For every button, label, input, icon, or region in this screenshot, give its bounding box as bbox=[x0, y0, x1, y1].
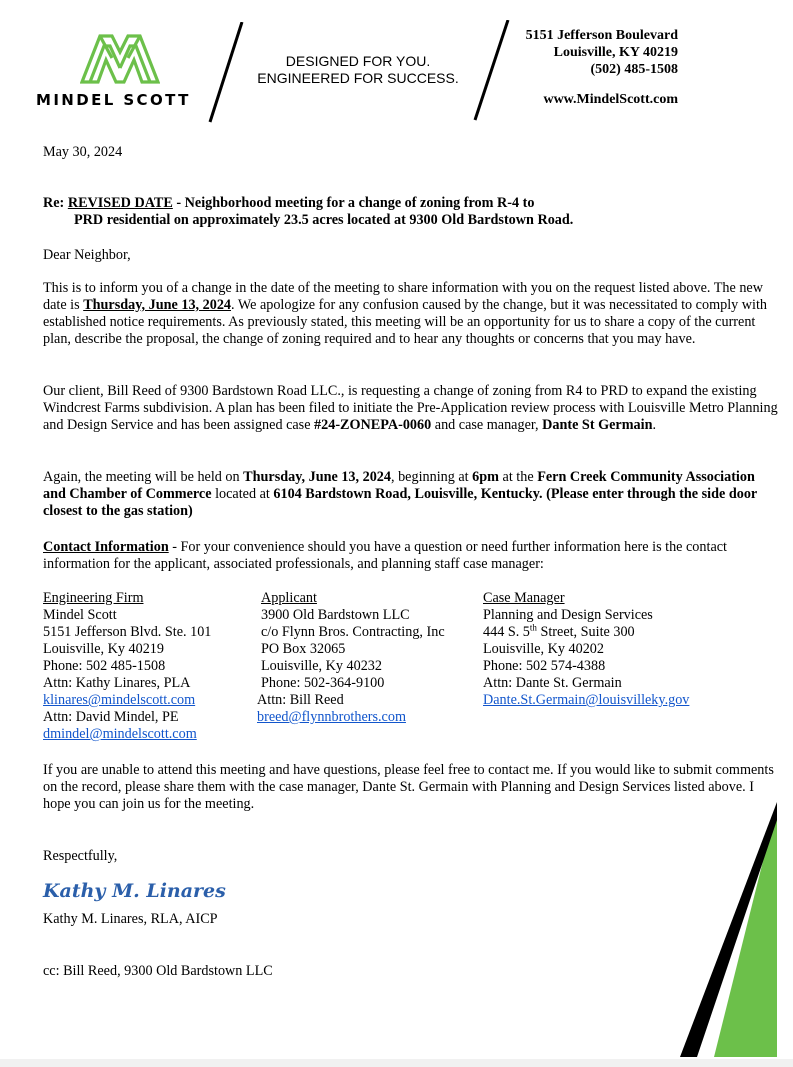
contact-heading: Contact Information bbox=[43, 539, 169, 555]
applicant-line6: Attn: Bill Reed bbox=[257, 692, 344, 708]
re-line1-rest: - Neighborhood meeting for a change of zoning from R-4 to bbox=[172, 195, 535, 211]
meeting-time: 6pm bbox=[472, 469, 499, 485]
engineering-line1: Mindel Scott bbox=[43, 607, 117, 623]
case-manager-name: Dante St Germain bbox=[542, 417, 653, 433]
p3-text-a: Again, the meeting will be held on bbox=[43, 469, 244, 485]
re-line2: PRD residential on approximately 23.5 acres located at 9300 Old Bardstown Road. bbox=[74, 212, 574, 228]
contact-engineering bbox=[43, 590, 211, 743]
manager-email[interactable]: Dante.St.Germain@louisvilleky.gov bbox=[483, 692, 690, 708]
re-revised-date: REVISED DATE bbox=[67, 195, 173, 211]
manager-line5: Attn: Dante St. Germain bbox=[483, 675, 622, 691]
paragraph-1 bbox=[43, 280, 778, 348]
manager-heading: Case Manager bbox=[483, 590, 565, 606]
address-line2: Louisville, KY 40219 bbox=[553, 45, 678, 60]
mindel-scott-logo-icon bbox=[80, 30, 160, 88]
tagline bbox=[250, 53, 466, 87]
signer-name: Kathy M. Linares, RLA, AICP bbox=[43, 911, 218, 927]
manager-line2 bbox=[483, 624, 689, 641]
manager-line4: Phone: 502 574-4388 bbox=[483, 658, 606, 674]
applicant-heading: Applicant bbox=[261, 590, 317, 606]
page-bottom-edge bbox=[0, 1059, 793, 1067]
p3-text-c: at the bbox=[498, 469, 538, 485]
salutation: Dear Neighbor, bbox=[43, 247, 131, 263]
manager-line2-b: Street, Suite 300 bbox=[536, 624, 635, 640]
closing: Respectfully, bbox=[43, 848, 118, 864]
engineering-line2: 5151 Jefferson Blvd. Ste. 101 bbox=[43, 624, 212, 640]
tagline-line2: ENGINEERED FOR SUCCESS. bbox=[257, 70, 459, 86]
contact-case-manager bbox=[483, 590, 689, 709]
applicant-line2: c/o Flynn Bros. Contracting, Inc bbox=[261, 624, 445, 640]
meeting-date: Thursday, June 13, 2024 bbox=[243, 469, 391, 485]
company-phone: (502) 485-1508 bbox=[590, 62, 678, 77]
re-line bbox=[43, 195, 763, 229]
engineering-heading: Engineering Firm bbox=[43, 590, 144, 606]
p1-text-b: . We apologize for any confusion caused by the change, but it was necessitated to comply with established notice requirements. As previously stated, this meeting will be an opportunity for us to share a copy of the current plan, describe the proposal, the change of zoning required and to hear any thoughts or concerns that you may have. bbox=[43, 297, 768, 347]
signature: Kathy M. Linares bbox=[43, 880, 226, 902]
paragraph-4: If you are unable to attend this meeting and have questions, please feel free to contact me. If you would like to submit comments on the record, please share them with the case manager, Dante St. Germain with Planning and Design Services listed above. I hope you can join us for the meeting. bbox=[43, 762, 774, 812]
p1-text-a: This is to inform you of a change in the date of the meeting to share information with you on the request listed above. The new date is bbox=[43, 280, 763, 313]
company-name: MINDEL SCOTT bbox=[36, 91, 191, 109]
manager-line3: Louisville, Ky 40202 bbox=[483, 641, 604, 657]
meeting-address: 6104 Bardstown Road, Louisville, Kentucky. (Please enter through the side door closest to the gas station) bbox=[43, 486, 757, 519]
engineering-line6: Attn: David Mindel, PE bbox=[43, 709, 179, 725]
applicant-line4: Louisville, Ky 40232 bbox=[261, 658, 382, 674]
engineering-line4: Phone: 502 485-1508 bbox=[43, 658, 166, 674]
engineering-email-klinares[interactable]: klinares@mindelscott.com bbox=[43, 692, 196, 708]
engineering-line5: Attn: Kathy Linares, PLA bbox=[43, 675, 191, 691]
re-prefix: Re: bbox=[43, 195, 68, 211]
p3-text-d: located at bbox=[211, 486, 274, 502]
contact-intro-text: - For your convenience should you have a question or need further information here is the contact information for the applicant, associated professionals, and planning staff case manager: bbox=[43, 539, 727, 572]
p3-text-b: , beginning at bbox=[390, 469, 473, 485]
case-number: #24-ZONEPA-0060 bbox=[314, 417, 432, 433]
contact-applicant bbox=[257, 590, 445, 726]
address-line1: 5151 Jefferson Boulevard bbox=[525, 28, 678, 43]
company-website[interactable]: www.MindelScott.com bbox=[543, 92, 678, 107]
p2-text-c: . bbox=[652, 417, 657, 433]
letterhead bbox=[0, 0, 793, 135]
tagline-line1: DESIGNED FOR YOU. bbox=[285, 53, 431, 69]
manager-line2-sup: th bbox=[529, 622, 537, 633]
meeting-venue: Fern Creek Community Association and Chamber of Commerce bbox=[43, 469, 755, 502]
manager-line2-a: 444 S. 5 bbox=[483, 624, 530, 640]
company-address bbox=[480, 27, 678, 108]
contact-intro bbox=[43, 539, 778, 573]
manager-line1: Planning and Design Services bbox=[483, 607, 653, 623]
engineering-line3: Louisville, Ky 40219 bbox=[43, 641, 164, 657]
letter-date: May 30, 2024 bbox=[43, 144, 123, 160]
applicant-line1: 3900 Old Bardstown LLC bbox=[261, 607, 410, 623]
p1-new-date: Thursday, June 13, 2024 bbox=[83, 297, 232, 313]
cc-line: cc: Bill Reed, 9300 Old Bardstown LLC bbox=[43, 963, 273, 979]
p2-text-a: Our client, Bill Reed of 9300 Bardstown Road LLC., is requesting a change of zoning from R4 to PRD to expand the existing Windcrest Farms subdivision. A plan has been filed to initiate the Pre-Application review process with Louisville Metro Planning and Design Service and has been assigned case bbox=[43, 383, 778, 433]
p2-text-b: and case manager, bbox=[431, 417, 543, 433]
corner-stripe-graphic bbox=[670, 800, 793, 1060]
applicant-line3: PO Box 32065 bbox=[261, 641, 346, 657]
paragraph-2 bbox=[43, 383, 778, 434]
paragraph-3 bbox=[43, 469, 763, 520]
applicant-email[interactable]: breed@flynnbrothers.com bbox=[257, 709, 406, 725]
applicant-line5: Phone: 502-364-9100 bbox=[261, 675, 385, 691]
engineering-email-dmindel[interactable]: dmindel@mindelscott.com bbox=[43, 726, 197, 742]
divider-slash-left bbox=[206, 22, 246, 124]
